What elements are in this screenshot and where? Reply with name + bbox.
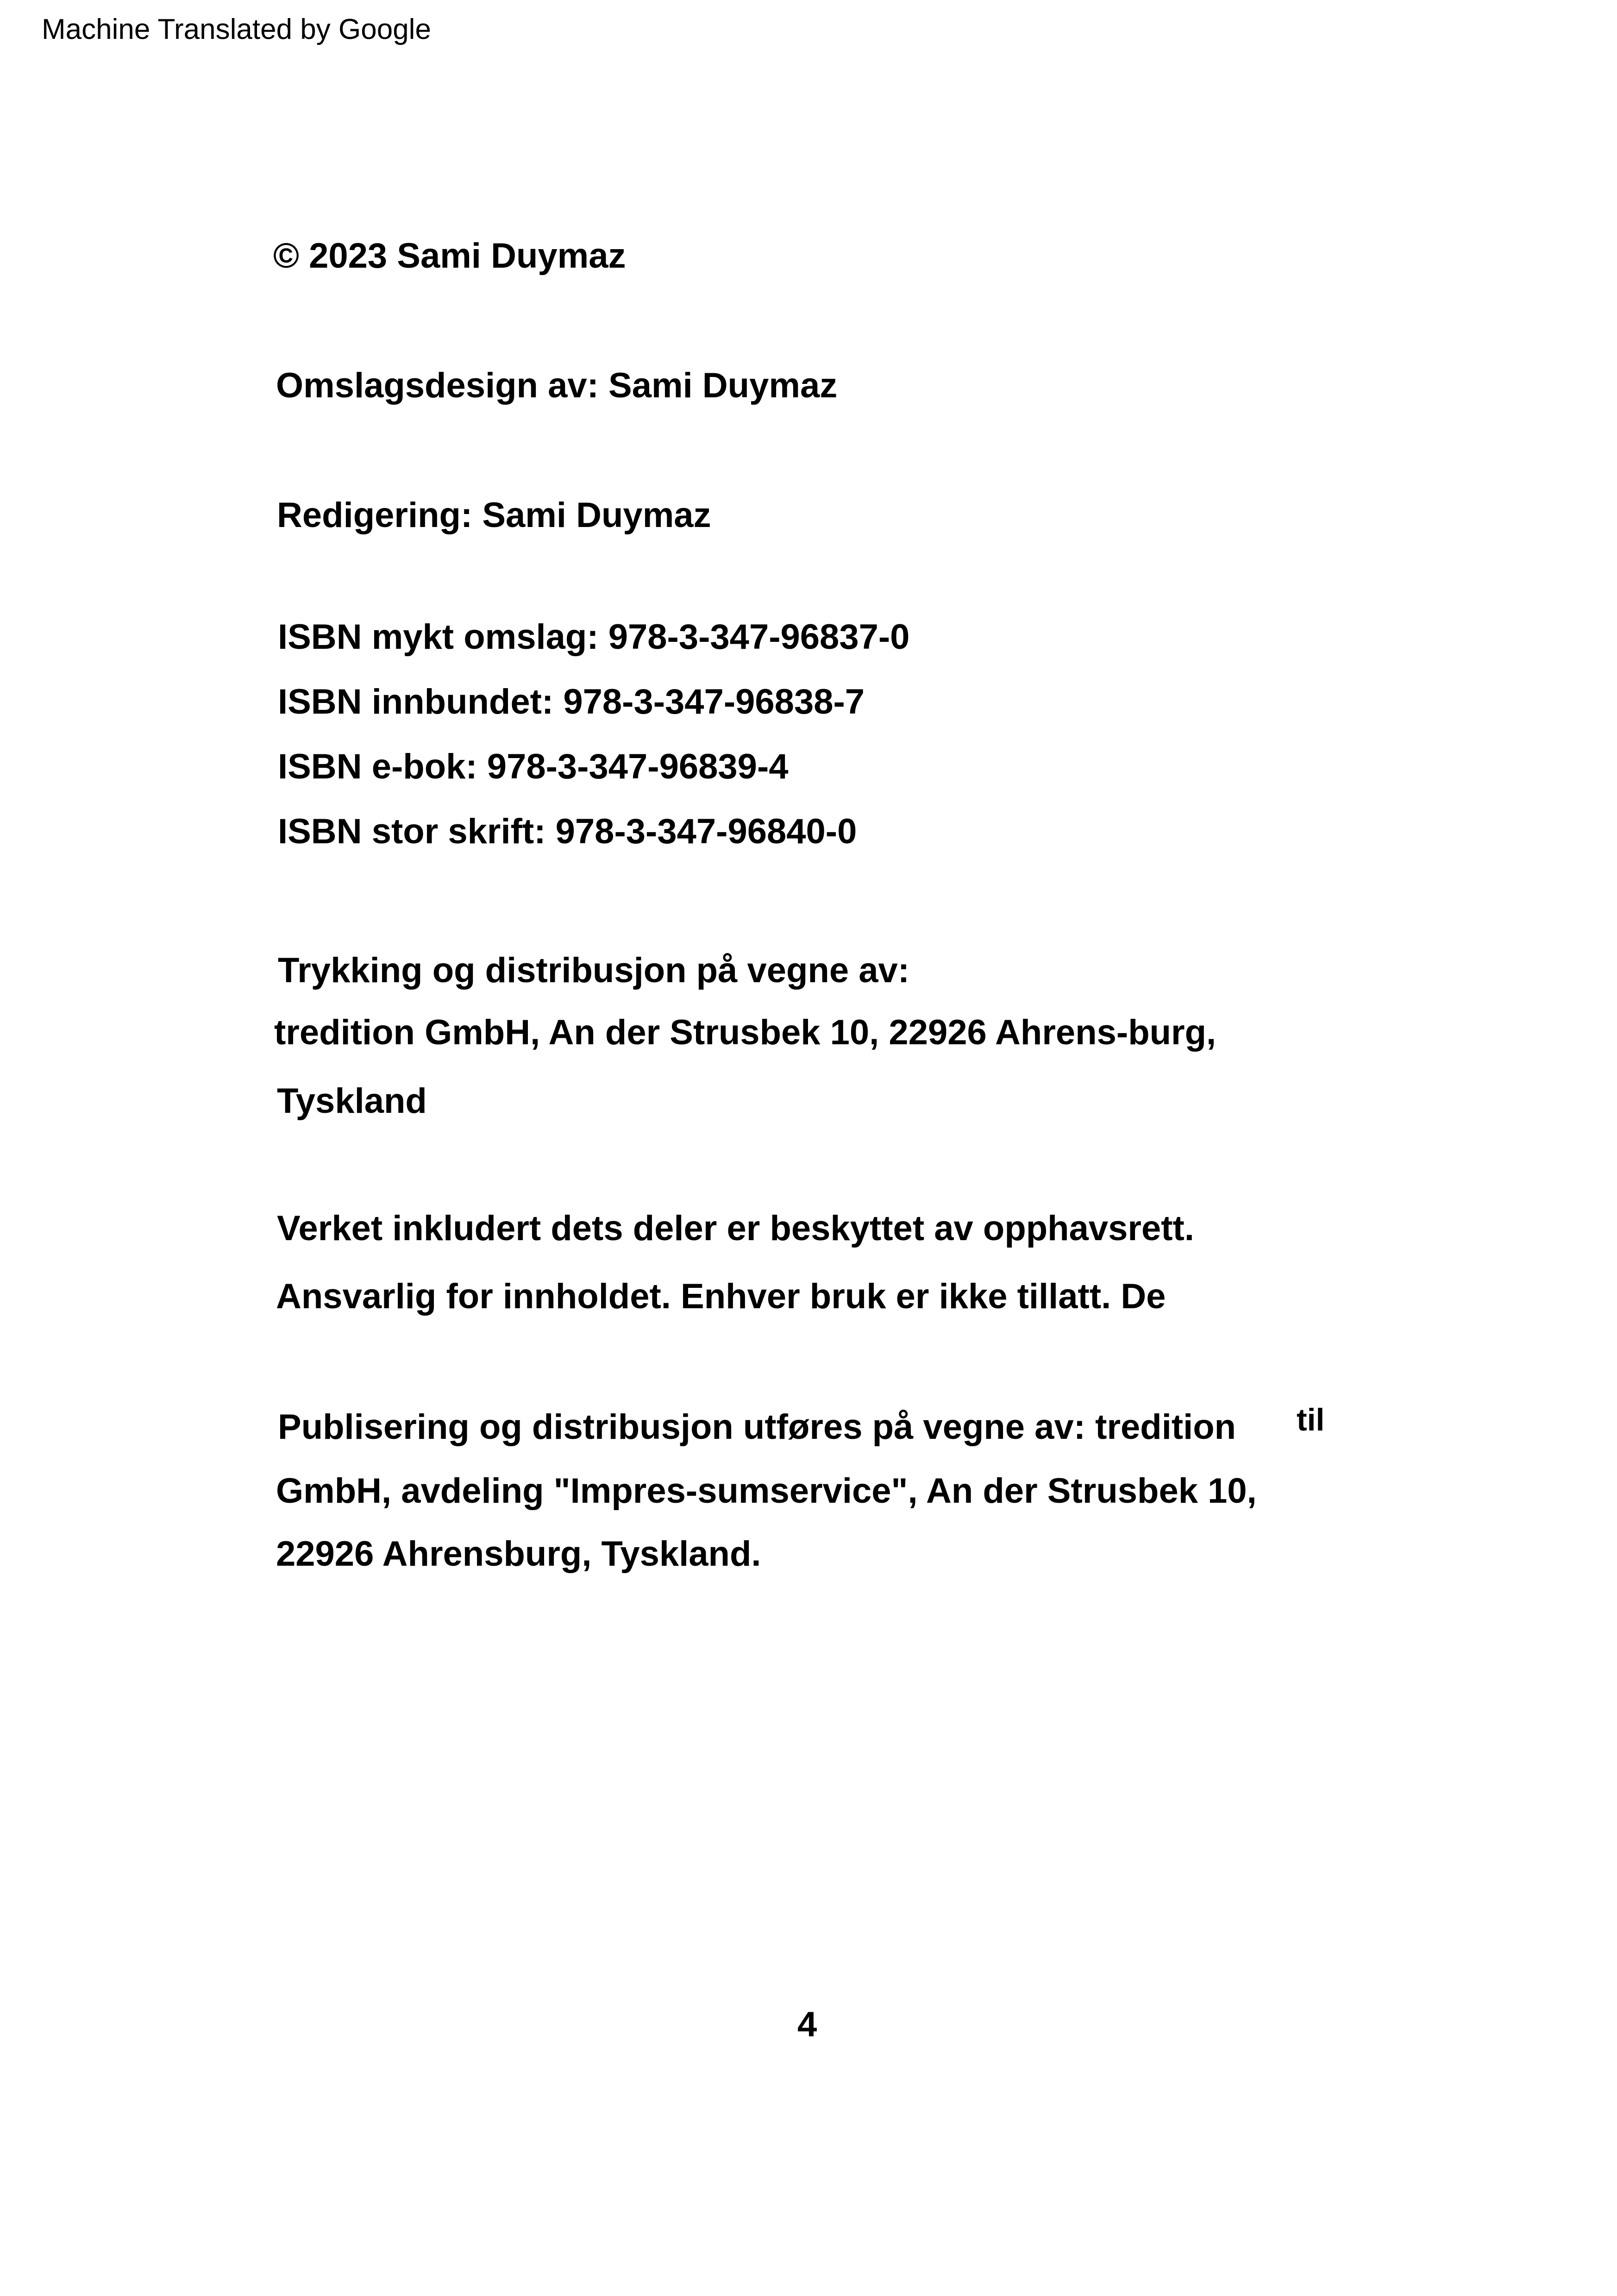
isbn-large-print: ISBN stor skrift: 978-3-347-96840-0 bbox=[278, 812, 857, 851]
page-number: 4 bbox=[797, 2005, 817, 2044]
copyright-notice-line-1: Verket inkludert dets deler er beskyttet av opphavsrett. bbox=[277, 1209, 1194, 1248]
isbn-paperback: ISBN mykt omslag: 978-3-347-96837-0 bbox=[278, 617, 910, 657]
printing-heading: Trykking og distribusjon på vegne av: bbox=[278, 951, 910, 990]
publishing-line-2: GmbH, avdeling "Impres-sumservice", An der Strusbek 10, bbox=[276, 1471, 1257, 1511]
publishing-aside-word: til bbox=[1297, 1402, 1325, 1437]
printing-address-line: tredition GmbH, An der Strusbek 10, 22926 Ahrens-burg, bbox=[274, 1013, 1216, 1052]
copyright-line: © 2023 Sami Duymaz bbox=[273, 236, 626, 276]
isbn-ebook: ISBN e-bok: 978-3-347-96839-4 bbox=[278, 747, 789, 786]
printing-country-line: Tyskland bbox=[277, 1081, 427, 1121]
isbn-hardcover: ISBN innbundet: 978-3-347-96838-7 bbox=[278, 682, 865, 721]
copyright-notice-line-2: Ansvarlig for innholdet. Enhver bruk er ikke tillatt. De bbox=[276, 1277, 1166, 1316]
publishing-line-3: 22926 Ahrensburg, Tyskland. bbox=[276, 1534, 761, 1574]
publishing-line-1: Publisering og distribusjon utføres på vegne av: tredition bbox=[278, 1407, 1236, 1447]
machine-translation-banner: Machine Translated by Google bbox=[42, 13, 431, 45]
editing-credit: Redigering: Sami Duymaz bbox=[277, 496, 711, 535]
cover-design-credit: Omslagsdesign av: Sami Duymaz bbox=[276, 366, 838, 405]
